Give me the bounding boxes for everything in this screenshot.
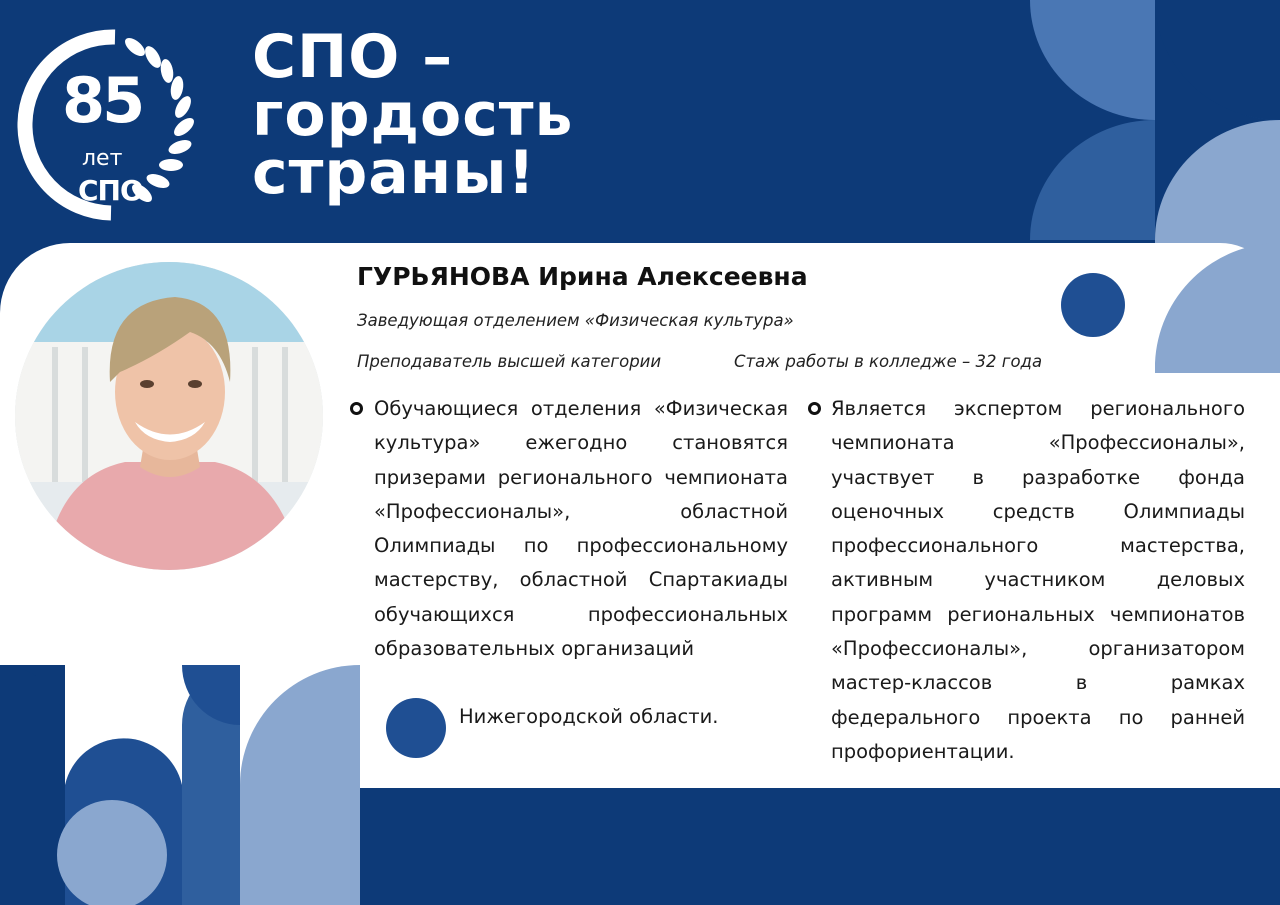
logo-number: 85 [62,64,143,137]
bottom-left-decoration [0,665,380,905]
person-name: ГУРЬЯНОВА Ирина Алексеевна [357,262,808,291]
person-photo [15,262,323,570]
logo-years-label: лет [82,146,123,171]
accent-circle-top [1061,273,1125,337]
achievements-left-last-line: Нижегородской области. [459,705,719,728]
page-headline: СПО – гордость страны! [252,22,574,208]
logo-spo-label: СПО [78,174,143,207]
accent-circle-bottom [386,698,446,758]
right-edge-decoration [1155,243,1280,373]
achievements-left-text: Обучающиеся отделения «Физическая культура» ежегодно становятся призерами регионального чемпионата «Профессионалы», областной Олимпиады по профессиональному мастерству, областной Спартакиады обучающихся профессиональных образовательных организаций [374,397,788,661]
person-category: Преподаватель высшей категории [357,352,662,371]
person-position: Заведующая отделением «Физическая культура» [357,311,794,330]
bullet-icon [808,402,821,415]
bullet-icon [350,402,363,415]
achievements-right-text: Является экспертом регионального чемпионата «Профессионалы», участвует в разработке фонда оценочных средств Олимпиады профессионального мастерства, активным участником деловых программ региональных чемпионатов «Профессионалы», организатором мастер-классов в рамках федерального проекта по ранней профориентации. [831,397,1245,763]
person-portrait-image [15,262,323,570]
person-experience: Стаж работы в колледже – 32 года [734,352,1043,371]
